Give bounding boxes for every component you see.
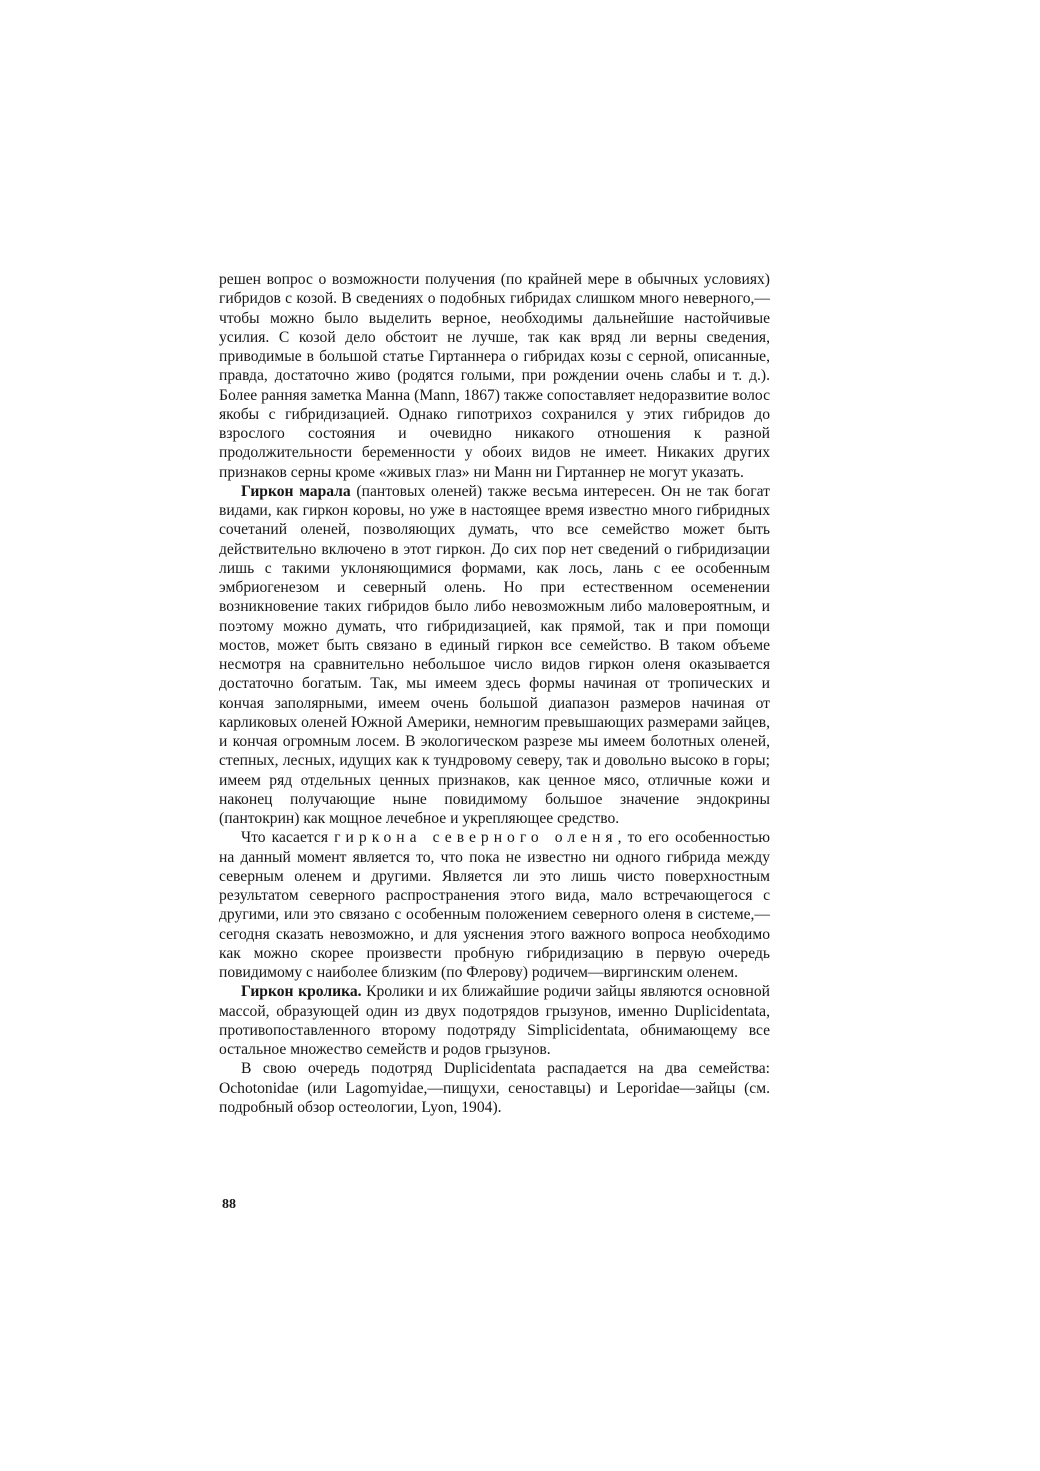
paragraph-5-text: В свою очередь подотряд Duplicidentata распадается на два семейства: Ochotonidae (или Lagomyidae,—пищухи, сеноставцы) и Leporidae—зайцы (см. подробный обзор остеологии, Lyon, 1904).: [219, 1060, 770, 1116]
paragraph-1-text: решен вопрос о возможности получения (по крайней мере в обычных условиях) гибридов с козой. В сведениях о подобных гибридах слишком много неверного,—чтобы можно было выделить верное, необходимы дальнейшие настойчивые усилия. С козой дело обстоит не лучше, так как вряд ли верны сведения, приводимые в большой статье Гиртаннера о гибридах козы с серной, описанные, правда, достаточно живо (родятся голыми, при рождении очень слабы и т. д.). Более ранняя заметка Манна (Mann, 1867) также сопоставляет недоразвитие волос якобы с гибридизацией. Однако гипотрихоз сохранился у этих гибридов до взрослого состояния и очевидно никакого отношения к разной продолжительности беременности у обоих видов не имеет. Никаких других признаков серны кроме «живых глаз» ни Манн ни Гиртаннер не могут указать.: [219, 271, 770, 481]
heading-girkon-marala: Гиркон марала: [241, 482, 351, 500]
paragraph-4: [219, 982, 770, 1059]
paragraph-3-lead: Что касается: [241, 829, 335, 847]
paragraph-2-text: (пантовых оленей) также весьма интересен. Он не так богат видами, как гиркон коровы, но уже в настоящее время известно много гибридных сочетаний оленей, позволяющих думать, что все семейство может быть действительно включено в этот гиркон. До сих пор нет сведений о гибридизации лишь с такими уклоняющимися формами, как лось, лань с ее особенным эмбриогенезом и северный олень. Но при естественном осеменении возникновение таких гибридов было либо невозможным либо маловероятным, и поэтому можно думать, что гибридизацией, как прямой, так и при помощи мостов, может быть связано в единый гиркон все семейство. В таком объеме несмотря на сравнительно небольшое число видов гиркон оленя оказывается достаточно богатым. Так, мы имеем здесь формы начиная от тропических и кончая заполярными, имеем очень большой диапазон размеров начиная от карликовых оленей Южной Америки, немногим превышающих размерами зайцев, и кончая огромным лосем. В экологическом разрезе мы имеем болотных оленей, степных, лесных, идущих как к тундровому северу, так и довольно высоко в горы; имеем ряд отдельных ценных признаков, как ценное мясо, отличные кожи и наконец получающие ныне повидимому большое значение эндокрины (пантокрин) как мощное лечебное и укрепляющее средство.: [219, 482, 770, 827]
paragraph-3: [219, 828, 770, 982]
paragraph-2: [219, 482, 770, 829]
paragraph-1: [219, 270, 770, 482]
paragraph-3-text: , то его особенностью на данный момент является то, что пока не известно ни одного гибрида между северным оленем и другими. Является ли это лишь чисто поверхностным результатом северного распространения этого вида, мало встречающегося с другими, или это связано с особенным положением северного оленя в системе,—сегодня сказать невозможно, и для уяснения этого важного вопроса необходимо как можно скорее произвести пробную гибридизацию в первую очередь повидимому с наиболее близким (по Флерову) родичем—виргинским оленем.: [219, 829, 771, 981]
page-body: [219, 270, 770, 1117]
paragraph-5: [219, 1059, 770, 1117]
paragraph-4-text: Кролики и их ближайшие родичи зайцы являются основной массой, образующей один из двух подотрядов грызунов, именно Duplicidentata, противопоставленного второму подотряду Simplicidentata, обнимающему все остальное множество семейств и родов грызунов.: [219, 983, 770, 1058]
page-number: 88: [222, 1197, 236, 1212]
spaced-term-northern-deer: гиркона северного оленя: [334, 829, 618, 847]
heading-girkon-krolika: Гиркон кролика.: [241, 983, 362, 1001]
